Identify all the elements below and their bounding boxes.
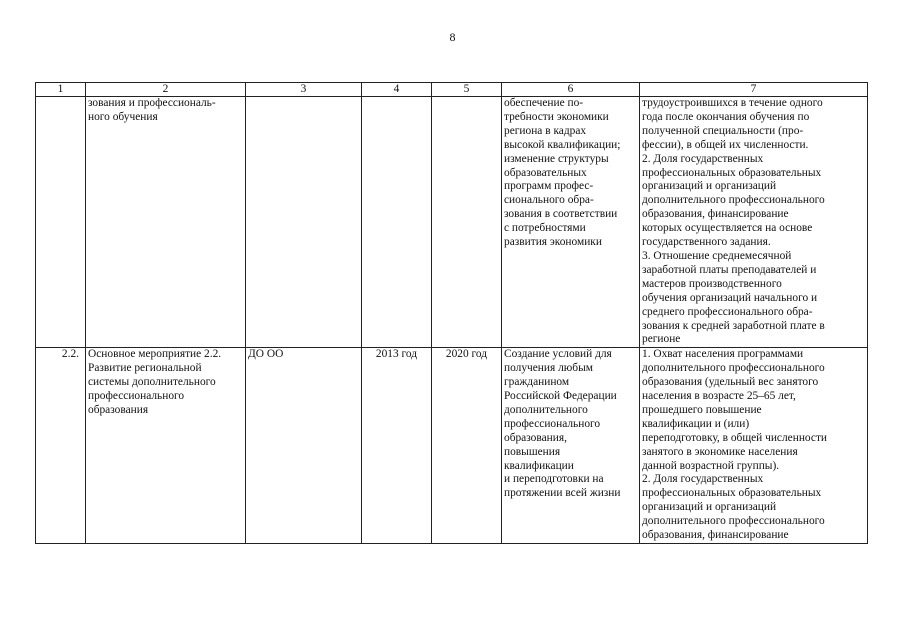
cell-line: дополнительного — [504, 403, 588, 416]
cell-line: обучения организаций начального и — [642, 291, 818, 304]
cell-line: фессии), в общей их численности. — [642, 138, 809, 151]
table-row — [36, 97, 868, 348]
cell-line: изменение структуры — [504, 152, 609, 165]
cell-line: среднего профессионального обра- — [642, 305, 813, 318]
cell-line: зования и профессиональ- — [88, 97, 216, 109]
cell-line: населения в возрасте 25–65 лет, — [642, 390, 796, 403]
cell-line: требности экономики — [504, 110, 609, 123]
cell-line: региона в кадрах — [504, 124, 587, 137]
cell-line: с потребностями — [504, 222, 586, 235]
cell-line: 1. Охват населения программами — [642, 348, 804, 361]
column-header: 2 — [86, 83, 246, 97]
cell-expected-result — [502, 348, 640, 544]
cell-line: развития экономики — [504, 236, 602, 249]
cell-measure — [86, 348, 246, 544]
cell-line: полученной специальности (про- — [642, 124, 804, 137]
cell-line: переподготовку, в общей численности — [642, 431, 828, 444]
cell-line: Создание условий для — [504, 348, 612, 361]
cell-line: сионального обра- — [504, 194, 594, 207]
table-row — [36, 348, 868, 544]
cell-line: образования, — [504, 431, 567, 444]
program-table — [35, 82, 868, 544]
cell-line: Российской Федерации — [504, 390, 617, 403]
cell-line: образования — [88, 403, 149, 416]
cell-end-year — [432, 97, 502, 348]
cell-line: квалификации и (или) — [642, 417, 750, 430]
cell-line: программ профес- — [504, 180, 594, 193]
cell-line: организаций и организаций — [642, 501, 777, 514]
cell-executor: ДО ОО — [246, 348, 362, 544]
cell-line: занятого в экономике населения — [642, 445, 798, 458]
column-header: 3 — [246, 83, 362, 97]
cell-line: образования, финансирование — [642, 529, 789, 542]
cell-end-year: 2020 год — [432, 348, 502, 544]
cell-number — [36, 97, 86, 348]
column-header: 7 — [640, 83, 868, 97]
cell-line: системы дополнительного — [88, 376, 216, 389]
cell-start-year: 2013 год — [362, 348, 432, 544]
cell-start-year — [362, 97, 432, 348]
cell-line: профессионального — [504, 417, 601, 430]
cell-line: дополнительного профессионального — [642, 362, 825, 375]
cell-line: государственного задания. — [642, 236, 771, 249]
cell-line: организаций и организаций — [642, 180, 777, 193]
cell-line: профессионального — [88, 390, 185, 403]
cell-line: квалификации — [504, 459, 574, 472]
cell-line: повышения — [504, 445, 561, 458]
cell-line: образования, финансирование — [642, 208, 789, 221]
cell-line: зования к средней заработной плате в — [642, 319, 825, 332]
cell-line: гражданином — [504, 376, 570, 389]
cell-line: ного обучения — [88, 110, 158, 123]
column-header: 5 — [432, 83, 502, 97]
cell-measure — [86, 97, 246, 348]
cell-line: образования (удельный вес занятого — [642, 376, 819, 389]
cell-line: профессиональных образовательных — [642, 166, 822, 179]
cell-line: Основное мероприятие 2.2. — [88, 348, 222, 361]
cell-line: получения любым — [504, 362, 593, 375]
page-bottom-margin — [0, 579, 905, 640]
cell-line: года после окончания обучения по — [642, 110, 810, 123]
cell-line: Развитие региональной — [88, 362, 202, 375]
cell-line: дополнительного профессионального — [642, 515, 825, 528]
cell-line: трудоустроившихся в течение одного — [642, 97, 823, 109]
cell-line: 2. Доля государственных — [642, 473, 764, 486]
cell-line: регионе — [642, 333, 681, 346]
cell-line: образовательных — [504, 166, 587, 179]
column-header: 1 — [36, 83, 86, 97]
cell-line: обеспечение по- — [504, 97, 584, 109]
cell-executor — [246, 97, 362, 348]
column-header: 6 — [502, 83, 640, 97]
cell-indicators — [640, 348, 868, 544]
cell-line: профессиональных образовательных — [642, 487, 822, 500]
column-header: 4 — [362, 83, 432, 97]
cell-line: данной возрастной группы). — [642, 459, 780, 472]
cell-line: 3. Отношение среднемесячной — [642, 249, 792, 262]
cell-expected-result — [502, 97, 640, 348]
cell-line: 2. Доля государственных — [642, 152, 764, 165]
cell-indicators — [640, 97, 868, 348]
cell-line: мастеров производственного — [642, 277, 782, 290]
cell-line: протяжении всей жизни — [504, 487, 621, 500]
cell-line: дополнительного профессионального — [642, 194, 825, 207]
cell-line: которых осуществляется на основе — [642, 222, 813, 235]
cell-line: зования в соответствии — [504, 208, 618, 221]
cell-line: и переподготовки на — [504, 473, 604, 486]
cell-line: высокой квалификации; — [504, 138, 621, 151]
cell-line: прошедшего повышение — [642, 403, 762, 416]
cell-number: 2.2. — [36, 348, 86, 544]
header-row — [36, 83, 868, 97]
page-number: 8 — [449, 30, 456, 44]
cell-line: заработной платы преподавателей и — [642, 263, 817, 276]
